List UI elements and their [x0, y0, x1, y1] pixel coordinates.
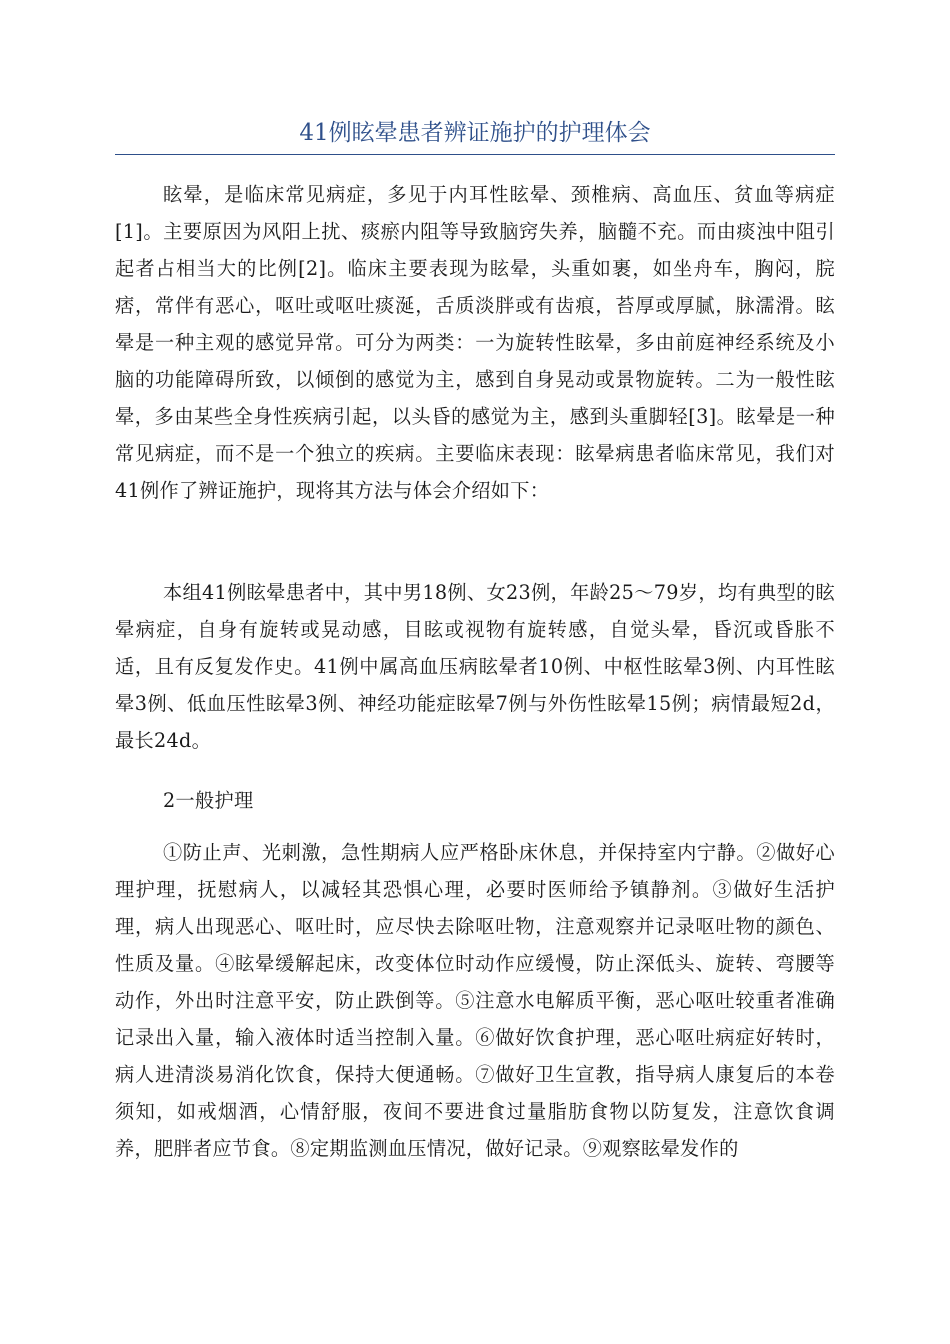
document-title: 41例眩晕患者辨证施护的护理体会 — [299, 120, 651, 146]
section-heading-general-nursing: 2一般护理 — [163, 789, 254, 812]
paragraph-nursing-measures: ①防止声、光刺激，急性期病人应严格卧床休息，并保持室内宁静。②做好心理护理，抚慰病人，以减轻其恐惧心理，必要时医师给予镇静剂。③做好生活护理，病人出现恶心、呕吐时，应尽快去除呕吐物，注意观察并记录呕吐物的颜色、性质及量。④眩晕缓解起床，改变体位时动作应缓慢，防止深低头、旋转、弯腰等动作，外出时注意平安，防止跌倒等。⑤注意水电解质平衡，恶心呕吐较重者准确记录出入量，输入液体时适当控制入量。⑥做好饮食护理，恶心呕吐病症好转时，病人进清淡易消化饮食，保持大便通畅。⑦做好卫生宣教，指导病人康复后的本卷须知，如戒烟酒，心情舒服，夜间不要进食过量脂肪食物以防复发，注意饮食调养，肥胖者应节食。⑧定期监测血压情况，做好记录。⑨观察眩晕发作的 — [115, 841, 835, 1160]
paragraph-introduction: 眩晕，是临床常见病症，多见于内耳性眩晕、颈椎病、高血压、贫血等病症[1]。主要原因为风阳上扰、痰瘀内阻等导致脑窍失养，脑髓不充。而由痰浊中阻引起者占相当大的比例[2]。临床主要表现为眩晕，头重如裹，如坐舟车，胸闷，脘痞，常伴有恶心，呕吐或呕吐痰涎，舌质淡胖或有齿痕，苔厚或厚腻，脉濡滑。眩晕是一种主观的感觉异常。可分为两类：一为旋转性眩晕，多由前庭神经系统及小脑的功能障碍所致，以倾倒的感觉为主，感到自身晃动或景物旋转。二为一般性眩晕，多由某些全身性疾病引起，以头昏的感觉为主，感到头重脚轻[3]。眩晕是一种常见病症，而不是一个独立的疾病。主要临床表现：眩晕病患者临床常见，我们对41例作了辨证施护，现将其方法与体会介绍如下： — [115, 183, 835, 502]
paragraph-patient-data: 本组41例眩晕患者中，其中男18例、女23例，年龄25～79岁，均有典型的眩晕病症，自身有旋转或晃动感，目眩或视物有旋转感，自觉头晕，昏沉或昏胀不适，且有反复发作史。41例中属高血压病眩晕者10例、中枢性眩晕3例、内耳性眩晕3例、低血压性眩晕3例、神经功能症眩晕7例与外伤性眩晕15例；病情最短2d，最长24d。 — [115, 581, 835, 752]
title-underline-divider — [115, 154, 835, 155]
